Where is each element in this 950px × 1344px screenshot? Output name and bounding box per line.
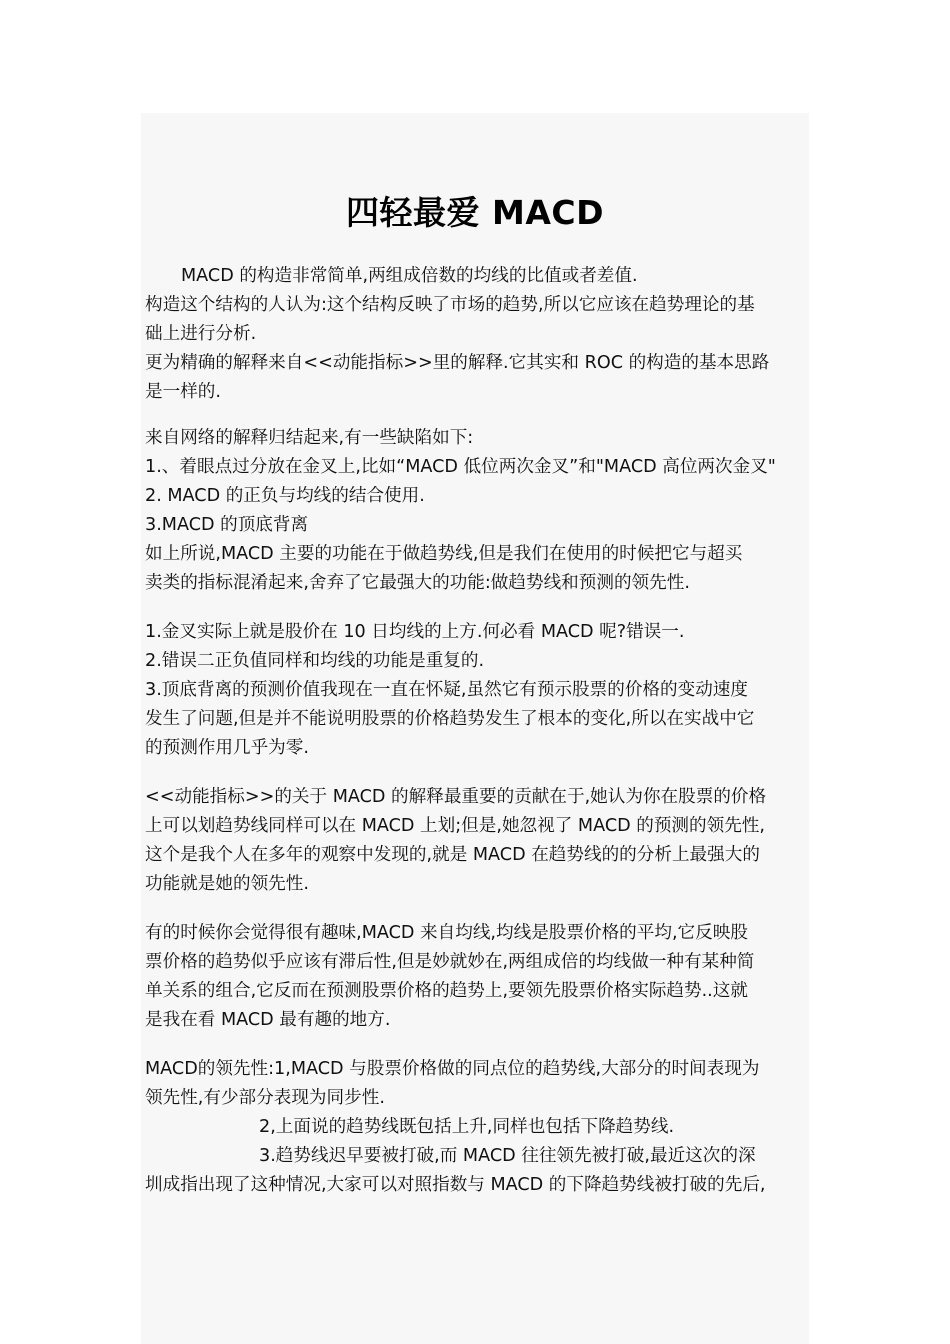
paragraph-line: 2. MACD 的正负与均线的结合使用. — [145, 486, 425, 506]
paragraph-line: 1.、着眼点过分放在金叉上,比如“MACD 低位两次金叉”和"MACD 高位两次金叉" — [145, 457, 776, 477]
paragraph-line: 圳成指出现了这种情况,大家可以对照指数与 MACD 的下降趋势线被打破的先后, — [145, 1175, 766, 1195]
paragraph-line: 这个是我个人在多年的观察中发现的,就是 MACD 在趋势线的的分析上最强大的 — [145, 845, 760, 865]
paragraph-line: 有的时候你会觉得很有趣味,MACD 来自均线,均线是股票价格的平均,它反映股 — [145, 923, 748, 943]
document-title: 四轻最爱 MACD — [346, 193, 604, 232]
paragraph-gap — [145, 407, 811, 424]
paragraph-line: 构造这个结构的人认为:这个结构反映了市场的趋势,所以它应该在趋势理论的基 — [145, 295, 755, 315]
paragraph-gap — [145, 899, 811, 919]
paragraph-line: 单关系的组合,它反而在预测股票价格的趋势上,要领先股票价格实际趋势..这就 — [145, 981, 748, 1001]
paragraph-line: MACD 的构造非常简单,两组成倍数的均线的比值或者差值. — [181, 266, 638, 286]
paragraph-line: 3.顶底背离的预测价值我现在一直在怀疑,虽然它有预示股票的价格的变动速度 — [145, 680, 748, 700]
paragraph-line: 卖类的指标混淆起来,舍弃了它最强大的功能:做趋势线和预测的领先性. — [145, 573, 690, 593]
paragraph-line: 2,上面说的趋势线既包括上升,同样也包括下降趋势线. — [259, 1117, 675, 1137]
paragraph-line: 上可以划趋势线同样可以在 MACD 上划;但是,她忽视了 MACD 的预测的领先性, — [145, 816, 765, 836]
paragraph-line: 1.金叉实际上就是股价在 10 日均线的上方.何必看 MACD 呢?错误一. — [145, 622, 685, 642]
paragraph-gap — [145, 1035, 811, 1055]
paragraph-line: 是我在看 MACD 最有趣的地方. — [145, 1010, 391, 1030]
paragraph-line: <<动能指标>>的关于 MACD 的解释最重要的贡献在于,她认为你在股票的价格 — [145, 787, 767, 807]
paragraph-line: 2.错误二正负值同样和均线的功能是重复的. — [145, 651, 485, 671]
paragraph-line: 发生了问题,但是并不能说明股票的价格趋势发生了根本的变化,所以在实战中它 — [145, 709, 755, 729]
document-body — [145, 262, 811, 1200]
paragraph-gap — [145, 598, 811, 618]
paragraph-line: MACD的领先性:1,MACD 与股票价格做的同点位的趋势线,大部分的时间表现为 — [145, 1059, 760, 1079]
paragraph-line: 3.MACD 的顶底背离 — [145, 515, 309, 535]
paragraph-line: 领先性,有少部分表现为同步性. — [145, 1088, 385, 1108]
paragraph-line: 如上所说,MACD 主要的功能在于做趋势线,但是我们在使用的时候把它与超买 — [145, 544, 743, 564]
paragraph-line: 的预测作用几乎为零. — [145, 738, 309, 758]
paragraph-line: 是一样的. — [145, 382, 221, 402]
paragraph-line: 3.趋势线迟早要被打破,而 MACD 往往领先被打破,最近这次的深 — [259, 1146, 756, 1166]
paragraph-line: 来自网络的解释归结起来,有一些缺陷如下: — [145, 428, 474, 448]
paragraph-line: 票价格的趋势似乎应该有滞后性,但是妙就妙在,两组成倍的均线做一种有某种简 — [145, 952, 755, 972]
paragraph-line: 础上进行分析. — [145, 324, 257, 344]
paragraph-gap — [145, 763, 811, 783]
paragraph-line: 更为精确的解释来自<<动能指标>>里的解释.它其实和 ROC 的构造的基本思路 — [145, 353, 770, 373]
paragraph-line: 功能就是她的领先性. — [145, 874, 309, 894]
